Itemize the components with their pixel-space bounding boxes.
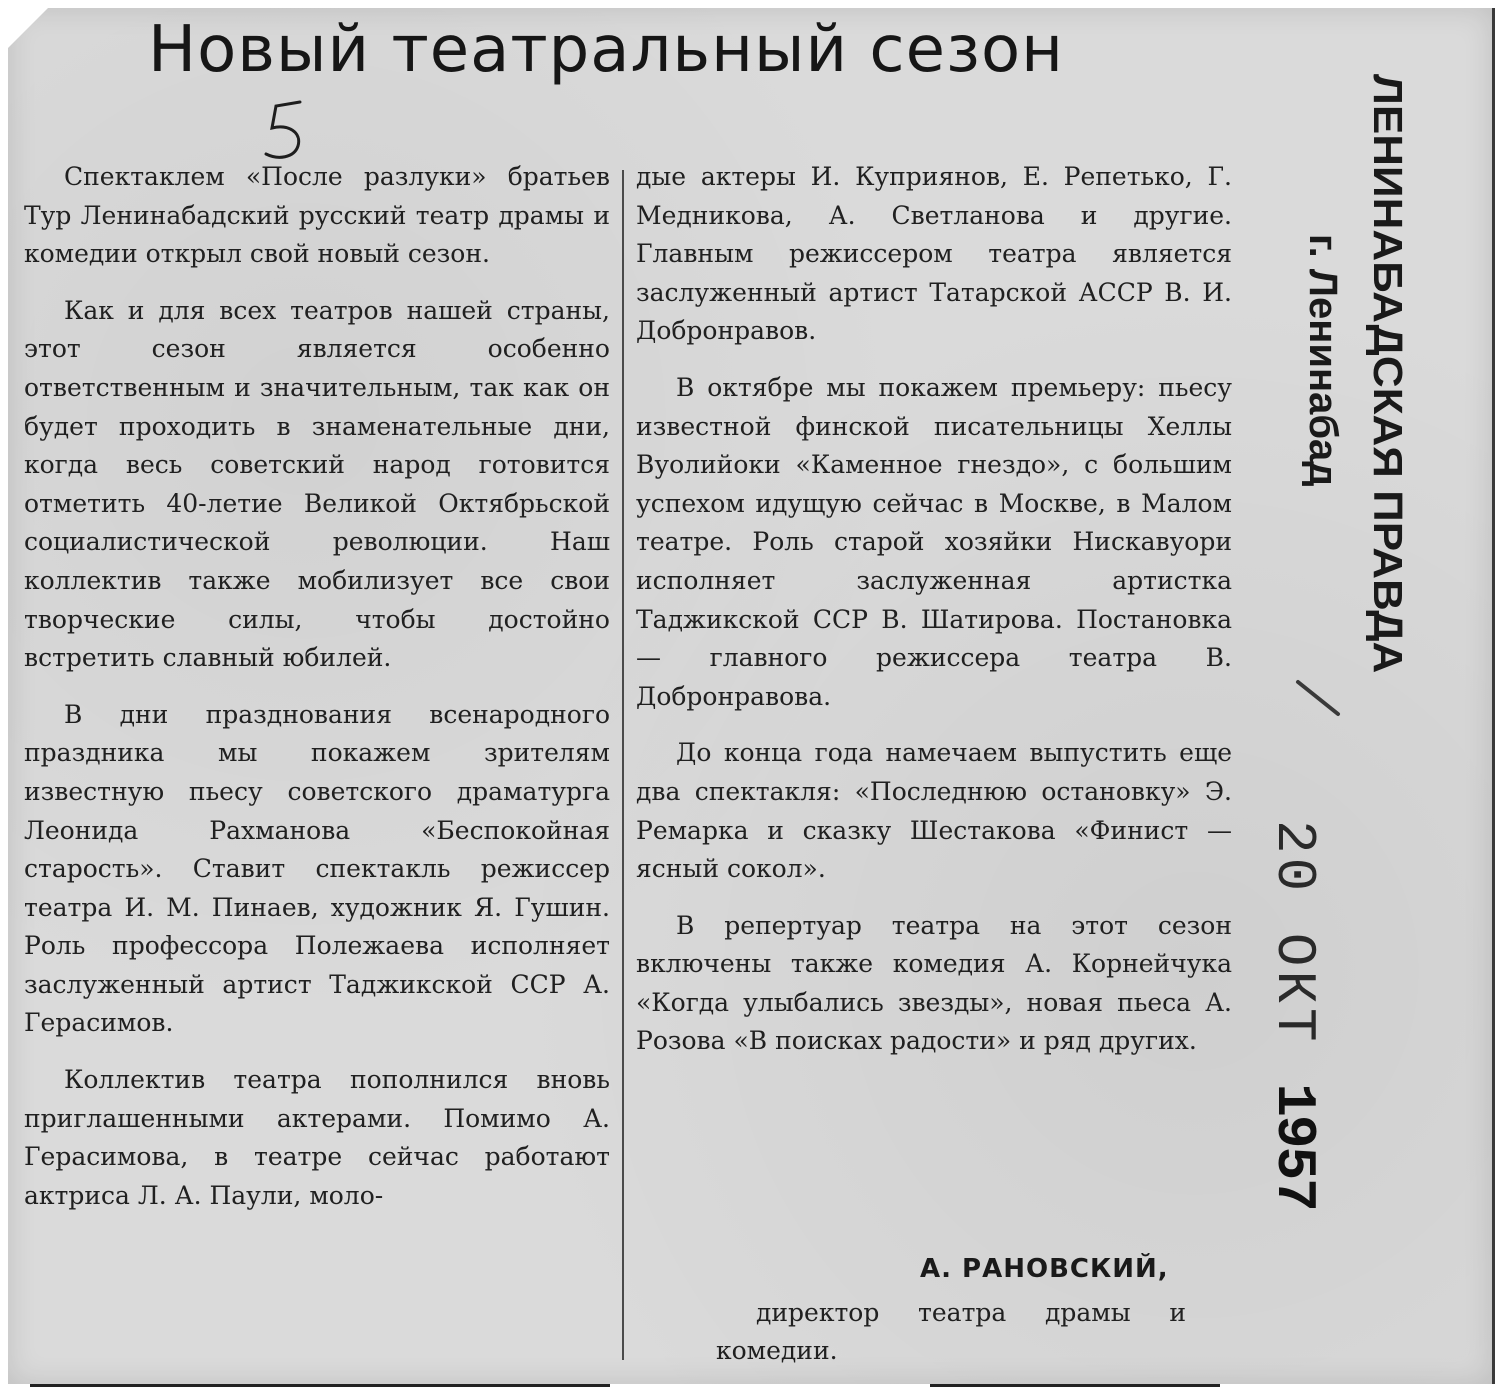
article-headline: Новый театральный сезон [148, 13, 1064, 87]
paragraph: Как и для всех театров нашей страны, этот сезон является особенно ответственным и значительным, так как он будет проходить в знаменательные дни, когда весь советский народ готовится отметить 40-летие Великой Октябрьской социалистической революции. Наш коллектив также мобилизует все свои творческие силы, чтобы достойно встретить славный юбилей. [24, 295, 610, 673]
paragraph: В октябре мы покажем премьеру: пьесу известной финской писательницы Хеллы Вуолийоки «Каменное гнездо», с большим успехом идущую сейчас в Москве, в Малом театре. Роль старой хозяйки Нискавуори исполняет заслуженная артистка Таджикской ССР В. Шатирова. Постановка — главного режиссера театра В. Добронравова. [636, 372, 1232, 711]
newspaper-title: ЛЕНИНАБАДСКАЯ ПРАВДА [1364, 74, 1410, 674]
column-divider [622, 170, 624, 1360]
date-stamp-day: 20 ОКТ [1262, 820, 1326, 1046]
date-stamp [1262, 820, 1326, 1210]
clipping-corner-cut [8, 8, 48, 48]
bottom-rule-left [30, 1384, 610, 1387]
article-left-column [24, 158, 610, 1233]
paragraph: До конца года намечаем выпустить еще два спектакля: «Последнюю остановку» Э. Ремарка и сказку Шестакова «Финист — ясный сокол». [636, 738, 1232, 884]
paragraph: дые актеры И. Куприянов, Е. Репетько, Г. Медникова, А. Светланова и другие. Главным режиссером театра является заслуженный артист Татарской АССР В. И. Добронравов. [636, 162, 1232, 346]
author-role: директор театра драмы и комедии. [716, 1298, 1186, 1365]
paragraph: В дни празднования всенародного праздника мы покажем зрителям известную пьесу советского драматурга Леонида Рахманова «Беспокойная старость». Ставит спектакль режиссер театра И. М. Пинаев, художник Я. Гушин. Роль профессора Полежаева исполняет заслуженный артист Таджикской ССР А. Герасимов. [24, 699, 610, 1038]
paragraph: Коллектив театра пополнился вновь приглашенными актерами. Помимо А. Герасимова, в театре сейчас работают актриса Л. А. Паули, моло- [24, 1065, 610, 1210]
bottom-rule-right [930, 1384, 1220, 1387]
paragraph: В репертуар театра на этот сезон включены также комедия А. Корнейчука «Когда улыбались звезды», новая пьеса А. Розова «В поисках радости» и ряд других. [636, 910, 1232, 1056]
paragraph: Спектаклем «После разлуки» братьев Тур Ленинабадский русский театр драмы и комедии открыл свой новый сезон. [24, 162, 610, 269]
date-stamp-year: 1957 [1262, 1083, 1326, 1210]
article-right-column [636, 158, 1232, 1079]
stamp-tick-mark [1294, 676, 1344, 720]
author-name: А. РАНОВСКИЙ, [920, 1254, 1169, 1284]
newspaper-city: г. Ленинабад [1301, 234, 1345, 487]
